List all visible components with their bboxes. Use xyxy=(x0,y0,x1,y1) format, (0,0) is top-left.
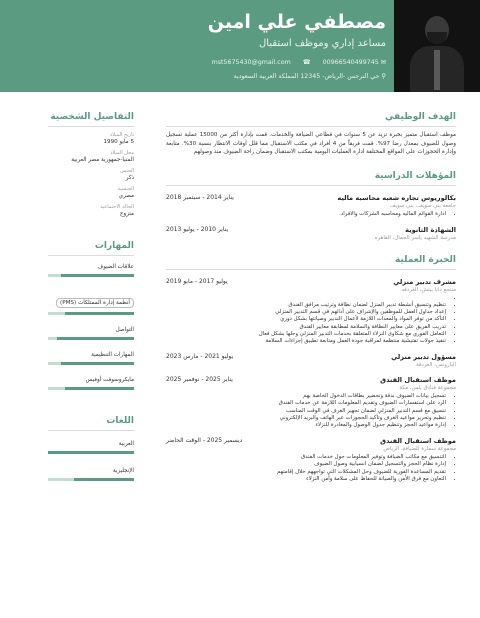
entry-date: يوليو 2017 - مايو 2019 xyxy=(166,277,228,285)
entry-subtitle: مدرسة الشهيد ياسر الجمال، القاهره xyxy=(374,234,456,241)
language-bar xyxy=(48,451,134,454)
bullet-item: • تنظيم وتحرير مواعيد الغرف وتأكيد الحجوزات عبر الهاتف والبريد الإلكتروني xyxy=(166,415,446,422)
entry-title: مسؤول تدبير منزلي xyxy=(391,353,456,362)
skill-name: أنظمة إدارة الممتلكات (PMS) xyxy=(56,298,134,308)
skill-bar xyxy=(48,312,134,315)
skill-item xyxy=(48,352,134,365)
bullet-list xyxy=(166,454,456,483)
skill-bar-fill xyxy=(57,337,134,340)
section-divider xyxy=(166,269,456,270)
bullet-list xyxy=(166,211,456,218)
entry-subtitle: جامعة بني سويف، بني سويف xyxy=(390,202,456,209)
education-list xyxy=(166,194,456,241)
skill-item xyxy=(48,377,134,390)
skill-name: مايكروسوفت أوفيس xyxy=(85,377,134,383)
entry-subtitle: مجموعة سمارة للضيافة، الرياض xyxy=(383,446,456,453)
entry-title: الشهادة الثانوية xyxy=(405,225,456,234)
objective-heading: الهدف الوظيفي xyxy=(384,112,456,122)
skill-item xyxy=(48,327,134,340)
section-divider xyxy=(166,185,456,186)
bullet-item: • تدريب الفريق على معايير النظافة والسلامة لمطابقة معايير الفندق xyxy=(166,324,446,331)
section-divider xyxy=(166,126,456,127)
skill-name: التواصل xyxy=(115,327,134,333)
bullet-item: • التأكد من توفر المواد والمعدات اللازمة لأعمال التدبير وصيانتها بشكل دوري xyxy=(166,316,446,323)
bullet-item: • تنسيق مع قسم التدبير المنزلي لضمان تجهيز الغرف في الوقت المناسب xyxy=(166,408,446,415)
skill-bar-fill xyxy=(65,387,134,390)
section-divider xyxy=(48,255,134,256)
education-entry xyxy=(166,226,456,241)
bullet-item: • تقديم المساعدة الفورية للضيوف وحل المشكلات التي تواجههم خلال إقامتهم xyxy=(166,469,446,476)
field-value: متزوج xyxy=(119,211,134,217)
personal-details-heading: التفاصيل الشخصية xyxy=(50,112,134,122)
experience-entry xyxy=(166,437,456,483)
field-label: محل الميلاد xyxy=(110,150,134,156)
skill-item xyxy=(48,264,134,277)
entry-subtitle: الباروتس، الغردقة xyxy=(415,362,456,369)
language-name: الإنجليزية xyxy=(112,468,134,474)
bullet-list xyxy=(166,295,456,345)
header-banner xyxy=(0,0,480,92)
language-bar xyxy=(48,478,134,481)
entry-date: يوليو 2021 - مارس 2023 xyxy=(166,353,234,361)
bullet-list xyxy=(166,393,456,429)
candidate-name: مصطفي علي امين xyxy=(207,11,386,33)
phone-contact[interactable]: ☎ 00966540499745 xyxy=(302,59,379,66)
address-text: حي النرجس -الرياض- 12345 المملكة العربية السعودية xyxy=(233,73,380,80)
entry-date: يناير 2010 - يوليو 2013 xyxy=(166,225,229,233)
field-value: ذكر xyxy=(125,175,134,181)
sidebar-column xyxy=(48,112,134,612)
entry-header xyxy=(166,194,456,202)
field-value: مصري xyxy=(118,193,134,199)
entry-date: ديسمبر 2025 - الوقت الحاضر xyxy=(166,437,243,445)
entry-date: يناير 2014 - سبتمبر 2018 xyxy=(166,193,234,201)
profile-photo xyxy=(394,0,480,92)
bullet-item: • تسجيل بيانات الضيوف بدقة وتحضير بطاقات الدخول الخاصة بهم xyxy=(166,393,446,400)
entry-title: مشرف تدبير منزلي xyxy=(393,277,456,286)
skill-bar-fill xyxy=(65,312,134,315)
bullet-item xyxy=(166,295,446,302)
field-value: المنيا-جمهورية مصر العربية xyxy=(71,157,134,163)
candidate-title: مساعد إداري وموظف استقبال xyxy=(259,38,386,49)
phone-text[interactable]: 00966540499745 xyxy=(322,59,379,66)
entry-header xyxy=(166,353,456,361)
experience-list xyxy=(166,278,456,483)
entry-header xyxy=(166,278,456,286)
skill-bar xyxy=(48,274,134,277)
entry-header xyxy=(166,437,456,445)
bullet-item: • إعداد جداول العمل للموظفين والإشراف على أدائهم في قسم التدبير المنزلي xyxy=(166,309,446,316)
entry-subtitle: مجموعة فنادق بلس، مكة xyxy=(399,385,456,392)
bullet-item: • الرد على استفسارات الضيوف وتقديم المعلومات اللازمة عن خدمات الفندق xyxy=(166,400,446,407)
field-label: الحالة الاجتماعية xyxy=(100,204,134,210)
language-bar-fill xyxy=(74,478,134,481)
entry-title: موظف استقبال الفندق xyxy=(380,437,456,446)
education-entry xyxy=(166,194,456,218)
experience-entry xyxy=(166,353,456,368)
experience-entry xyxy=(166,278,456,345)
entry-title: موظف استقبال الفندق xyxy=(380,376,456,385)
field-label: تاريخ الميلاد xyxy=(109,132,134,138)
language-name: العربية xyxy=(118,441,134,447)
skill-bar-fill xyxy=(61,362,134,365)
entry-header xyxy=(166,376,456,384)
languages-heading: اللغات xyxy=(106,416,134,426)
address-line: ⚲ حي النرجس -الرياض- 12345 المملكة العربية السعودية xyxy=(233,73,386,80)
bullet-item: • ادارة القوائم الماليه ومحاسبه الشركات والافراد. xyxy=(166,211,446,218)
experience-heading: الخبرة العملية xyxy=(394,254,456,265)
bullet-item: • التنسيق مع مكاتب الضيافة وتوفير المعلومات حول خدمات الفندق xyxy=(166,454,446,461)
bullet-item: • التعامل الفوري مع شكاوى النزلاء المتعلقة بخدمات التدبير المنزلي وحلها بشكل فعال xyxy=(166,331,446,338)
entry-title: بكالوريوس تجاره شعبه محاسبه ماليه xyxy=(337,193,456,202)
skill-name: علاقات الضيوف xyxy=(97,264,134,270)
skill-bar xyxy=(48,387,134,390)
experience-entry xyxy=(166,376,456,429)
skill-bar-fill xyxy=(61,274,134,277)
skill-name: المهارات التنظيمية xyxy=(91,352,134,358)
field-label: الجنسية xyxy=(117,186,134,192)
field-label: الجنس xyxy=(119,168,134,174)
skills-heading: المهارات xyxy=(94,241,134,251)
objective-text: موظف استقبال متميز بخبرة تزيد عن 5 سنوات في قطاعي الضيافة والخدمات. قمت بإدارة أكثر من 15000 عملية تسجيل وصول للضيوف بمعدل رضا 97%. قمت فريقاً من 4 أفراد في مكتب الاستقبال مما قلل أوقات الانتظار بنسبة 30%. متابعة وإدارة الحجوزات على المواقع المختلفة ادارة العمليات اليومية بمكتب الاستقبال وضمان راحة الضيوف منذ وصولهم xyxy=(166,132,457,155)
language-bar-fill xyxy=(48,451,134,454)
field-value: 5 مايو 1990 xyxy=(103,139,134,145)
skill-bar xyxy=(48,337,134,340)
bullet-item: • إدارة نظام الحجز والتسجيل لضمان انسيابية وصول الضيوف xyxy=(166,461,446,468)
section-divider xyxy=(48,126,134,127)
contact-line xyxy=(192,59,386,66)
section-divider xyxy=(48,430,134,431)
skill-item xyxy=(48,289,134,315)
bullet-item: • تنفيذ جولات تفتيشية منتظمة لمراقبة جودة العمل ومتابعة تطبيق إجراءات السلامة xyxy=(166,338,446,345)
entry-header xyxy=(166,226,456,234)
entry-subtitle: منتجع دانا بيتش، الغردقه xyxy=(401,286,456,293)
language-item xyxy=(48,441,134,454)
main-column xyxy=(166,112,456,483)
bullet-item: • تنظيم وتنسيق أنشطة تدبير المنزل لضمان نظافة وترتيب مرافق الفندق xyxy=(166,302,446,309)
bullet-item: • التعاون مع فرق الأمن والصيانة للحفاظ على سلامة وأمن النزلاء xyxy=(166,476,446,483)
education-heading: المؤهلات الدراسية xyxy=(374,170,456,181)
email-contact[interactable]: ✉ mst5675430@gmail.com xyxy=(211,59,386,66)
language-item xyxy=(48,468,134,481)
skill-bar xyxy=(48,362,134,365)
entry-date: يناير 2025 - نوفمبر 2025 xyxy=(166,376,233,384)
bullet-item: • إدارة مواعيد الحجز وتنظيم جدول الوصول والمغادرة للنزلاء xyxy=(166,422,446,429)
email-text[interactable]: mst5675430@gmail.com xyxy=(211,59,291,66)
